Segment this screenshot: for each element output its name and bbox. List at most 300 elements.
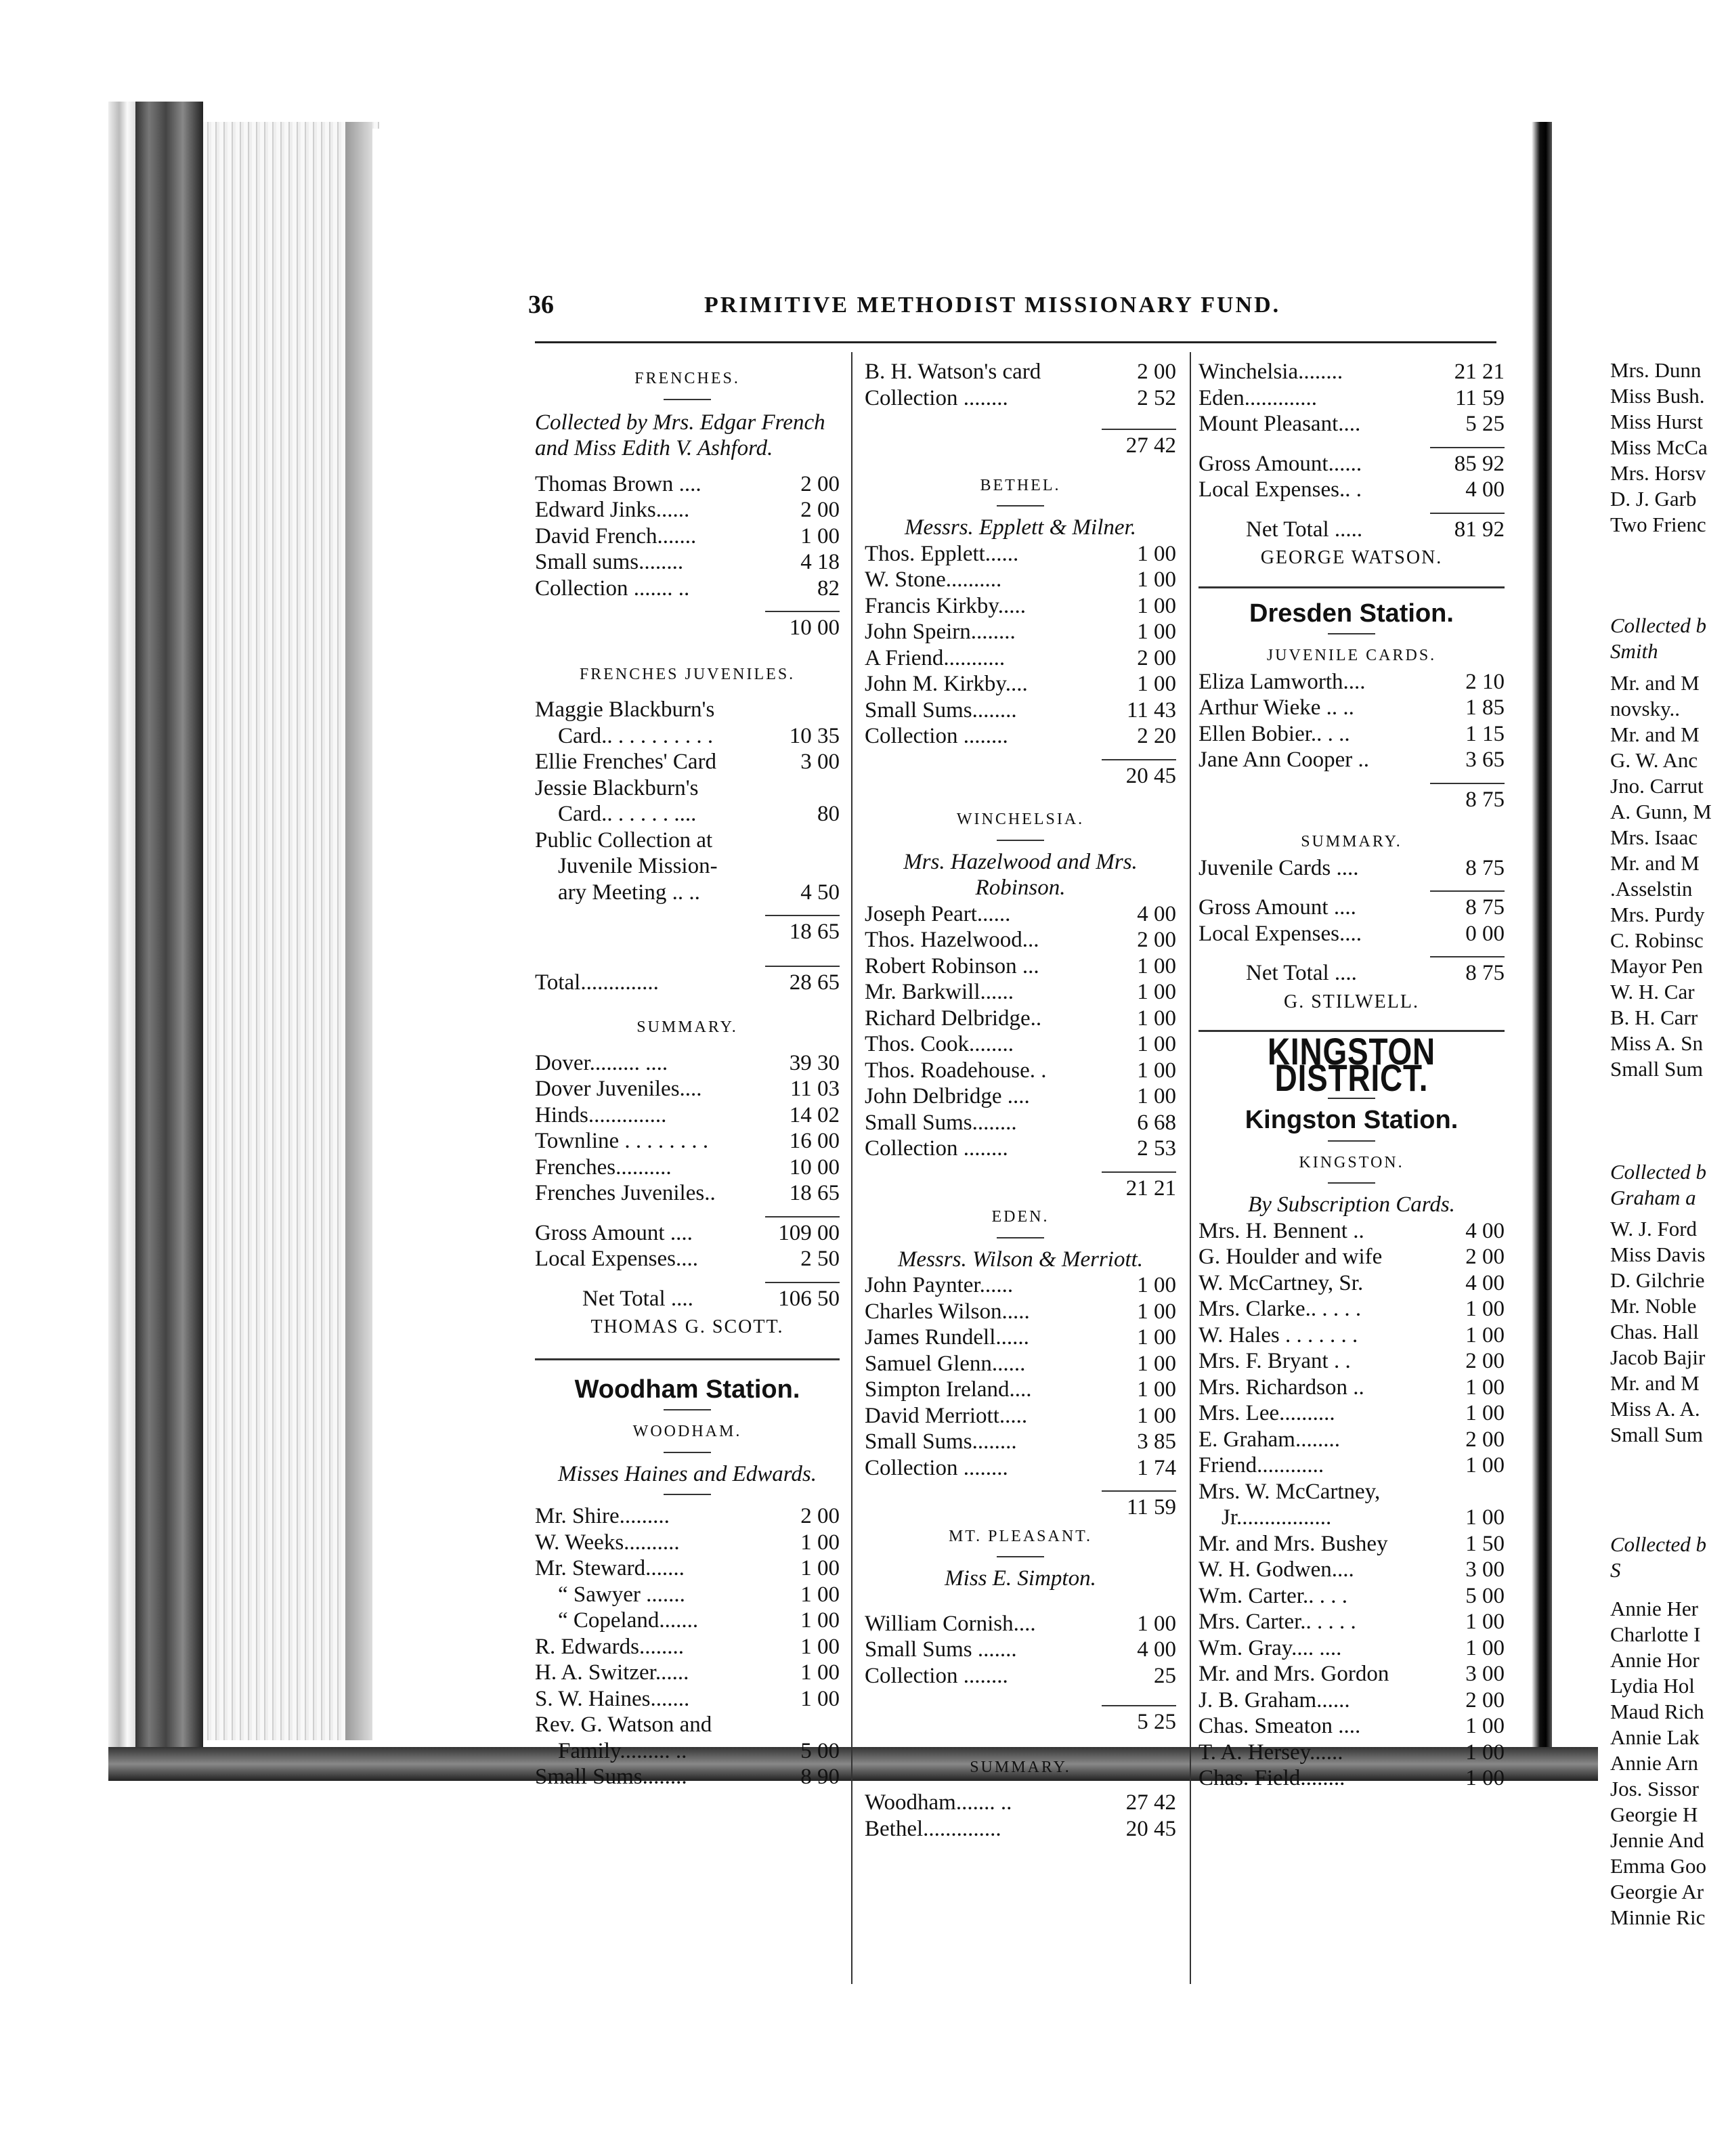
entry-amount: 2 00 — [1137, 928, 1176, 952]
entry-amount: 4 50 — [800, 880, 840, 905]
top-list — [865, 359, 1176, 411]
entry-name: “ Sawyer ....... — [558, 1582, 685, 1607]
entry-name: Small Sums........ — [865, 1110, 1017, 1135]
entry-row — [865, 385, 1176, 412]
entry-amount — [765, 1712, 840, 1738]
dash — [1328, 1140, 1375, 1142]
entry-name: Samuel Glenn...... — [865, 1351, 1026, 1376]
entry-amount — [765, 697, 840, 723]
entry-amount: 1 00 — [1137, 1325, 1176, 1350]
entry-row — [865, 1136, 1176, 1162]
sum-rule — [1430, 783, 1505, 784]
entry-name: Thomas Brown .... — [535, 471, 701, 496]
entry-name: Thos. Roadehouse. . — [865, 1058, 1047, 1083]
section-heading: SUMMARY. — [970, 1758, 1071, 1776]
sum-rule — [765, 915, 840, 916]
entry-amount: 25 — [1154, 1663, 1176, 1688]
page-number: 36 — [528, 290, 554, 319]
entry-amount: 1 00 — [800, 1634, 840, 1659]
entry-amount: 3 00 — [1465, 1557, 1505, 1582]
entry-name: G. Houlder and wife — [1198, 1245, 1383, 1269]
entry-row — [1198, 1218, 1505, 1245]
section-heading: MT. PLEASANT. — [948, 1527, 1093, 1545]
entry-amount: 3 00 — [800, 750, 840, 774]
entry-row — [1198, 1609, 1505, 1635]
entry-amount: 1 00 — [800, 1556, 840, 1580]
entry-amount: 39 30 — [789, 1050, 840, 1075]
entry-amount: 20 45 — [1125, 1816, 1176, 1841]
entry-amount: 3 85 — [1137, 1429, 1176, 1454]
right-page-line: Mayor Pen — [1610, 954, 1703, 978]
gross-row: Gross Amount .... 8 75 — [1198, 895, 1505, 920]
sum-rule — [1430, 447, 1505, 448]
entry-amount: 1 00 — [1137, 1006, 1176, 1031]
entry-amount: 11 43 — [1126, 697, 1176, 723]
entry-amount: 11 59 — [1454, 385, 1505, 410]
entry-amount: 4 00 — [1465, 1218, 1505, 1243]
entry-name: Jessie Blackburn's — [535, 775, 699, 800]
right-page-line: A. Gunn, M — [1610, 800, 1712, 823]
entry-amount: 1 00 — [1465, 1740, 1505, 1765]
entry-row — [535, 1180, 840, 1207]
entry-amount: 16 00 — [789, 1129, 840, 1153]
subtotal-row: 21 21 — [1125, 1176, 1176, 1201]
right-page-line: Mrs. Dunn — [1610, 358, 1702, 382]
dash — [664, 1494, 711, 1495]
entry-row — [865, 1299, 1176, 1325]
entry-name: W. Weeks.......... — [535, 1530, 680, 1555]
collectors: Messrs. Epplett & Milner. — [905, 515, 1136, 540]
entry-name: Small Sums ....... — [865, 1637, 1017, 1662]
entry-row — [1198, 1557, 1505, 1583]
entry-row — [865, 1006, 1176, 1032]
right-page-line: Annie Arn — [1610, 1751, 1699, 1775]
entry-name: Woodham....... .. — [865, 1790, 1012, 1815]
right-page-line: novsky.. — [1610, 697, 1681, 720]
subtotal-row: 5 25 — [1137, 1710, 1176, 1734]
entry-row — [865, 901, 1176, 928]
section-heading: EDEN. — [991, 1208, 1050, 1226]
entry-name: Wm. Carter.. . . . — [1198, 1583, 1347, 1608]
entry-name: James Rundell...... — [865, 1325, 1029, 1350]
right-page-line: Graham a — [1610, 1186, 1696, 1209]
entry-name: W. Hales . . . . . . . — [1198, 1322, 1358, 1348]
right-page-line: Charlotte I — [1610, 1622, 1701, 1646]
entry-name: Ellen Bobier.. . .. — [1198, 721, 1350, 746]
entry-amount: 1 00 — [1137, 980, 1176, 1004]
section-heading: FRENCHES JUVENILES. — [579, 665, 796, 683]
right-page-line: Miss Davis — [1610, 1243, 1706, 1266]
entry-row — [865, 1637, 1176, 1663]
entry-amount: 1 00 — [800, 1608, 840, 1633]
entry-row — [1198, 1452, 1505, 1479]
entry-amount: 1 00 — [800, 1582, 840, 1607]
entry-name: Bethel.............. — [865, 1816, 1001, 1841]
entry-name: Jane Ann Cooper .. — [1198, 748, 1370, 772]
right-page-line: Mr. and M — [1610, 723, 1700, 746]
entry-row — [1198, 1400, 1505, 1427]
entry-name: Mr. and Mrs. Gordon — [1198, 1662, 1389, 1686]
entry-name: Public Collection at — [535, 827, 713, 853]
entry-name: Edward Jinks...... — [535, 498, 690, 522]
bethel-list — [865, 541, 1176, 750]
entry-amount: 4 00 — [1137, 1637, 1176, 1662]
section-separator — [535, 1358, 840, 1360]
entry-row — [865, 1455, 1176, 1482]
entry-amount: 2 52 — [1137, 385, 1176, 410]
right-page-line: Collected b — [1610, 613, 1707, 637]
entry-name: Mr. Steward....... — [535, 1556, 685, 1580]
entry-name: H. A. Switzer...... — [535, 1660, 689, 1685]
book-gutter — [1532, 122, 1552, 1761]
entry-row — [865, 1816, 1176, 1842]
entry-name: W. H. Godwen.... — [1198, 1557, 1354, 1582]
entry-name: ary Meeting .. .. — [558, 880, 700, 905]
gross-row: Gross Amount...... 85 92 — [1198, 451, 1505, 476]
right-page-line: Collected b — [1610, 1532, 1707, 1556]
entry-row — [1198, 1661, 1505, 1687]
sum-rule — [1102, 429, 1176, 430]
entry-name: Collection ........ — [865, 1455, 1008, 1480]
sum-rule — [1430, 956, 1505, 957]
entry-row — [865, 979, 1176, 1006]
right-page-block — [1610, 670, 1728, 1082]
entry-name: William Cornish.... — [865, 1611, 1036, 1636]
entry-row — [1198, 385, 1505, 412]
entry-name: Mrs. H. Bennent .. — [1198, 1218, 1364, 1243]
entry-row — [1198, 1713, 1505, 1740]
entry-amount: 1 00 — [800, 523, 840, 548]
entry-amount: 8 75 — [1465, 855, 1505, 880]
entry-row — [865, 567, 1176, 593]
entry-amount: 2 00 — [1465, 1245, 1505, 1269]
entry-name: W. McCartney, Sr. — [1198, 1270, 1364, 1295]
right-page-line: Georgie H — [1610, 1803, 1698, 1826]
right-page-line: Jno. Carrut — [1610, 774, 1704, 798]
entry-name: Thos. Epplett...... — [865, 541, 1019, 566]
entry-name: Eliza Lamworth.... — [1198, 669, 1366, 694]
entry-amount: 14 02 — [789, 1102, 840, 1127]
gross-row: Gross Amount .... 109 00 — [535, 1220, 840, 1245]
entry-name: Frenches.......... — [535, 1155, 672, 1180]
entry-row — [1198, 1348, 1505, 1375]
entry-row — [535, 1155, 840, 1181]
column-divider — [1190, 352, 1191, 1984]
eden-list — [865, 1272, 1176, 1481]
net-total-row: Net Total .... 106 50 — [582, 1286, 840, 1311]
right-page-line: Maud Rich — [1610, 1700, 1704, 1723]
entry-row — [535, 697, 840, 723]
section-heading: SUMMARY. — [1301, 833, 1402, 850]
entry-amount: 1 85 — [1465, 695, 1505, 720]
right-page-line: C. Robinsc — [1610, 928, 1704, 952]
book-cover-edge — [108, 102, 135, 1754]
entry-name: Small Sums........ — [535, 1765, 687, 1789]
entry-name: John Paynter...... — [865, 1273, 1014, 1297]
right-page-line: Small Sum — [1610, 1423, 1703, 1446]
entry-name: Eden............. — [1198, 385, 1318, 410]
entry-amount: 10 35 — [789, 723, 840, 748]
entry-name: Collection ....... .. — [535, 576, 690, 601]
dash — [997, 840, 1044, 841]
entry-name: Dover......... .... — [535, 1050, 668, 1075]
right-page-line: Miss Bush. — [1610, 384, 1705, 408]
entry-name: Juvenile Mission- — [558, 854, 718, 878]
entry-name: Townline . . . . . . . . — [535, 1129, 709, 1153]
entry-name: Mount Pleasant.... — [1198, 412, 1361, 436]
entry-amount: 1 00 — [1137, 567, 1176, 592]
sum-rule — [765, 1282, 840, 1283]
entry-name: Collection ........ — [865, 724, 1008, 748]
entry-name: E. Graham........ — [1198, 1427, 1340, 1452]
entry-amount: 4 00 — [1465, 1270, 1505, 1295]
station-heading: Dresden Station. — [1249, 599, 1454, 628]
entry-name: John M. Kirkby.... — [865, 672, 1028, 696]
entry-row — [535, 1686, 840, 1712]
entry-name: Collection ........ — [865, 1136, 1008, 1161]
subtotal-row: 27 42 — [1125, 433, 1176, 458]
entry-row — [1198, 721, 1505, 748]
right-page-line: Jacob Bajir — [1610, 1345, 1706, 1369]
subtotal-row: 11 59 — [1126, 1495, 1176, 1519]
entry-name: Mrs. F. Bryant . . — [1198, 1349, 1351, 1373]
local-expenses-row: Local Expenses.... 0 00 — [1198, 921, 1505, 946]
entry-name: Mrs. Richardson .. — [1198, 1375, 1364, 1400]
right-page-line: W. H. Car — [1610, 980, 1695, 1004]
entry-amount: 1 00 — [1465, 1453, 1505, 1478]
entry-amount: 2 00 — [800, 1504, 840, 1528]
winchelsia-list — [865, 901, 1176, 1162]
subtotal-row: 8 75 — [1465, 787, 1505, 812]
entry-row — [535, 775, 840, 802]
entry-name: A Friend........... — [865, 645, 1006, 670]
page-stack-shadow — [345, 122, 372, 1740]
entry-name: Winchelsia........ — [1198, 360, 1343, 384]
entry-amount: 27 42 — [1125, 1790, 1176, 1815]
mt-pleasant-list — [865, 1611, 1176, 1689]
right-page-line: D. J. Garb — [1610, 487, 1697, 511]
entry-amount: 5 00 — [1465, 1583, 1505, 1608]
right-page-line: Jennie And — [1610, 1828, 1704, 1852]
entry-amount: 1 00 — [1137, 672, 1176, 696]
entry-amount: 82 — [817, 576, 840, 601]
entry-amount: 5 25 — [1465, 412, 1505, 436]
right-page-line: Small Sum — [1610, 1057, 1703, 1081]
dash — [997, 1556, 1044, 1557]
entry-amount: 1 00 — [1137, 1611, 1176, 1636]
entry-name: Joseph Peart...... — [865, 901, 1011, 926]
entry-row — [535, 1076, 840, 1102]
local-expenses-row: Local Expenses.. . 4 00 — [1198, 477, 1505, 502]
entry-amount: 1 00 — [1137, 1299, 1176, 1324]
entry-row — [865, 1663, 1176, 1689]
entry-row — [535, 1128, 840, 1155]
column-divider — [851, 352, 852, 1984]
sum-rule — [1102, 1171, 1176, 1173]
header-rule — [535, 341, 1496, 343]
right-page-line: Miss A. A. — [1610, 1397, 1700, 1421]
entry-amount: 1 00 — [1465, 1505, 1505, 1530]
entry-row — [865, 1611, 1176, 1637]
top-list — [1198, 359, 1505, 437]
entry-row — [535, 1503, 840, 1530]
entry-row — [1198, 359, 1505, 385]
column-1 — [535, 359, 840, 1790]
entry-name: Chas. Field........ — [1198, 1766, 1345, 1790]
collectors: Miss E. Simpton. — [945, 1566, 1096, 1591]
sum-rule — [765, 611, 840, 612]
entry-row — [865, 1790, 1176, 1816]
entry-row — [865, 593, 1176, 620]
right-page-line: Mr. and M — [1610, 671, 1700, 695]
entry-amount: 1 00 — [1137, 620, 1176, 644]
right-page-line: Smith — [1610, 639, 1658, 663]
entry-amount: 8 90 — [800, 1765, 840, 1789]
dash — [1328, 1182, 1375, 1184]
right-page-line: Annie Hor — [1610, 1648, 1700, 1672]
juveniles-list — [535, 697, 840, 905]
entry-amount: 1 00 — [1137, 541, 1176, 566]
entry-amount: 1 00 — [800, 1530, 840, 1555]
kingston-list — [1198, 1218, 1505, 1792]
entry-amount: 1 00 — [1137, 593, 1176, 618]
right-page-line: G. W. Anc — [1610, 748, 1698, 772]
right-page-line: Mrs. Horsv — [1610, 461, 1706, 485]
section-heading: FRENCHES. — [634, 370, 740, 387]
entry-name: Arthur Wieke .. .. — [1198, 695, 1354, 720]
entry-name: Mrs. Clarke.. . . . . — [1198, 1297, 1362, 1321]
entry-row — [1198, 1244, 1505, 1270]
entry-amount: 80 — [817, 802, 840, 826]
entry-amount: 4 18 — [800, 550, 840, 574]
collectors: Misses Haines and Edwards. — [558, 1461, 817, 1486]
entry-amount — [1430, 1479, 1505, 1505]
entry-name: Simpton Ireland.... — [865, 1377, 1032, 1402]
subtotal-row: 18 65 — [789, 920, 840, 944]
entry-amount: 21 21 — [1454, 360, 1505, 384]
right-page-block — [1610, 358, 1728, 538]
book-spine-shadow — [135, 102, 203, 1754]
entry-name: Dover Juveniles.... — [535, 1077, 702, 1101]
net-total-row: Net Total .... 8 75 — [1246, 961, 1505, 985]
signer: G. STILWELL. — [1284, 991, 1419, 1012]
entry-amount: 1 00 — [1137, 1058, 1176, 1083]
entry-row — [865, 1058, 1176, 1084]
entry-row — [865, 697, 1176, 724]
entry-amount: 1 00 — [1465, 1375, 1505, 1400]
entry-amount: 1 00 — [800, 1686, 840, 1711]
entry-row — [535, 1712, 840, 1738]
entry-name: Small Sums........ — [865, 1429, 1017, 1454]
entry-name: Mr. Shire......... — [535, 1504, 670, 1528]
entry-name: Mrs. Lee.......... — [1198, 1401, 1335, 1425]
entry-row — [865, 645, 1176, 672]
right-page-line: Mr. and M — [1610, 851, 1700, 875]
subtotal-row: 20 45 — [1125, 763, 1176, 788]
sum-rule — [765, 1216, 840, 1217]
entry-row — [1198, 1505, 1505, 1531]
sum-rule — [1102, 1490, 1176, 1492]
entry-amount: 1 00 — [1465, 1297, 1505, 1321]
entry-amount: 1 15 — [1465, 721, 1505, 746]
entry-amount: 1 00 — [1465, 1766, 1505, 1790]
entry-row — [1198, 669, 1505, 695]
entry-name: S. W. Haines....... — [535, 1686, 690, 1711]
entry-name: Francis Kirkby..... — [865, 593, 1026, 618]
entry-name: Mr. and Mrs. Bushey — [1198, 1531, 1388, 1556]
summary-list — [865, 1790, 1176, 1842]
entry-name: Charles Wilson..... — [865, 1299, 1030, 1324]
right-page-line: Emma Goo — [1610, 1854, 1707, 1878]
entry-amount: 1 74 — [1137, 1455, 1176, 1480]
dash — [664, 399, 711, 400]
entry-amount: 2 00 — [1465, 1349, 1505, 1373]
entry-row — [865, 1031, 1176, 1058]
local-expenses-row: Local Expenses.... 2 50 — [535, 1247, 840, 1271]
entry-amount: 2 53 — [1137, 1136, 1176, 1161]
entry-row — [865, 1324, 1176, 1351]
section-heading: BETHEL. — [980, 476, 1061, 494]
entry-name: Card.. . . . . . . . . . — [558, 723, 714, 748]
entry-row — [535, 749, 840, 775]
entry-amount: 1 50 — [1465, 1531, 1505, 1556]
sum-rule — [1102, 759, 1176, 760]
entry-name: Richard Delbridge.. — [865, 1006, 1042, 1031]
entry-name: Mrs. Carter.. . . . . — [1198, 1610, 1356, 1634]
district-heading: KINGSTON DISTRICT. — [1267, 1030, 1436, 1099]
entry-name: Friend............ — [1198, 1453, 1324, 1478]
entry-amount: 1 00 — [1137, 1084, 1176, 1108]
entry-amount: 2 00 — [1465, 1427, 1505, 1452]
entry-row — [535, 523, 840, 550]
entry-row — [535, 576, 840, 602]
entry-name: Robert Robinson ... — [865, 953, 1039, 978]
entry-amount: 1 00 — [1465, 1714, 1505, 1738]
right-page-line: Mr. and M — [1610, 1371, 1700, 1395]
entry-row — [535, 1050, 840, 1077]
dash — [664, 1409, 711, 1410]
running-title: PRIMITIVE METHODIST MISSIONARY FUND. — [704, 293, 1281, 318]
entry-name: Hinds.............. — [535, 1102, 667, 1127]
entry-row — [1198, 1479, 1505, 1505]
collectors: Messrs. Wilson & Merriott. — [897, 1247, 1144, 1272]
entry-name: Thos. Hazelwood... — [865, 928, 1039, 952]
entry-name: R. Edwards........ — [535, 1634, 684, 1659]
column-2 — [865, 359, 1176, 1842]
entry-name: Mr. Barkwill...... — [865, 980, 1014, 1004]
right-page-block — [1610, 1216, 1728, 1448]
entry-row — [1198, 747, 1505, 773]
entry-name: David French....... — [535, 523, 697, 548]
entry-row — [1198, 1427, 1505, 1453]
entry-amount — [765, 853, 840, 880]
summary-list — [1198, 855, 1505, 882]
sum-rule — [1430, 890, 1505, 892]
entry-row — [535, 723, 840, 750]
sum-rule — [1102, 1705, 1176, 1706]
entry-amount: 2 00 — [800, 471, 840, 496]
entry-row — [1198, 695, 1505, 721]
entry-amount: 18 65 — [789, 1181, 840, 1205]
entry-amount: 1 00 — [1137, 1273, 1176, 1297]
entry-name: T. A. Hersey...... — [1198, 1740, 1343, 1765]
entry-name: Rev. G. Watson and — [535, 1712, 712, 1737]
entry-name: Family......... .. — [558, 1738, 687, 1763]
dash — [997, 1237, 1044, 1238]
entry-row — [865, 1083, 1176, 1110]
entry-row — [535, 1738, 840, 1765]
entry-amount: 1 00 — [1137, 1032, 1176, 1056]
